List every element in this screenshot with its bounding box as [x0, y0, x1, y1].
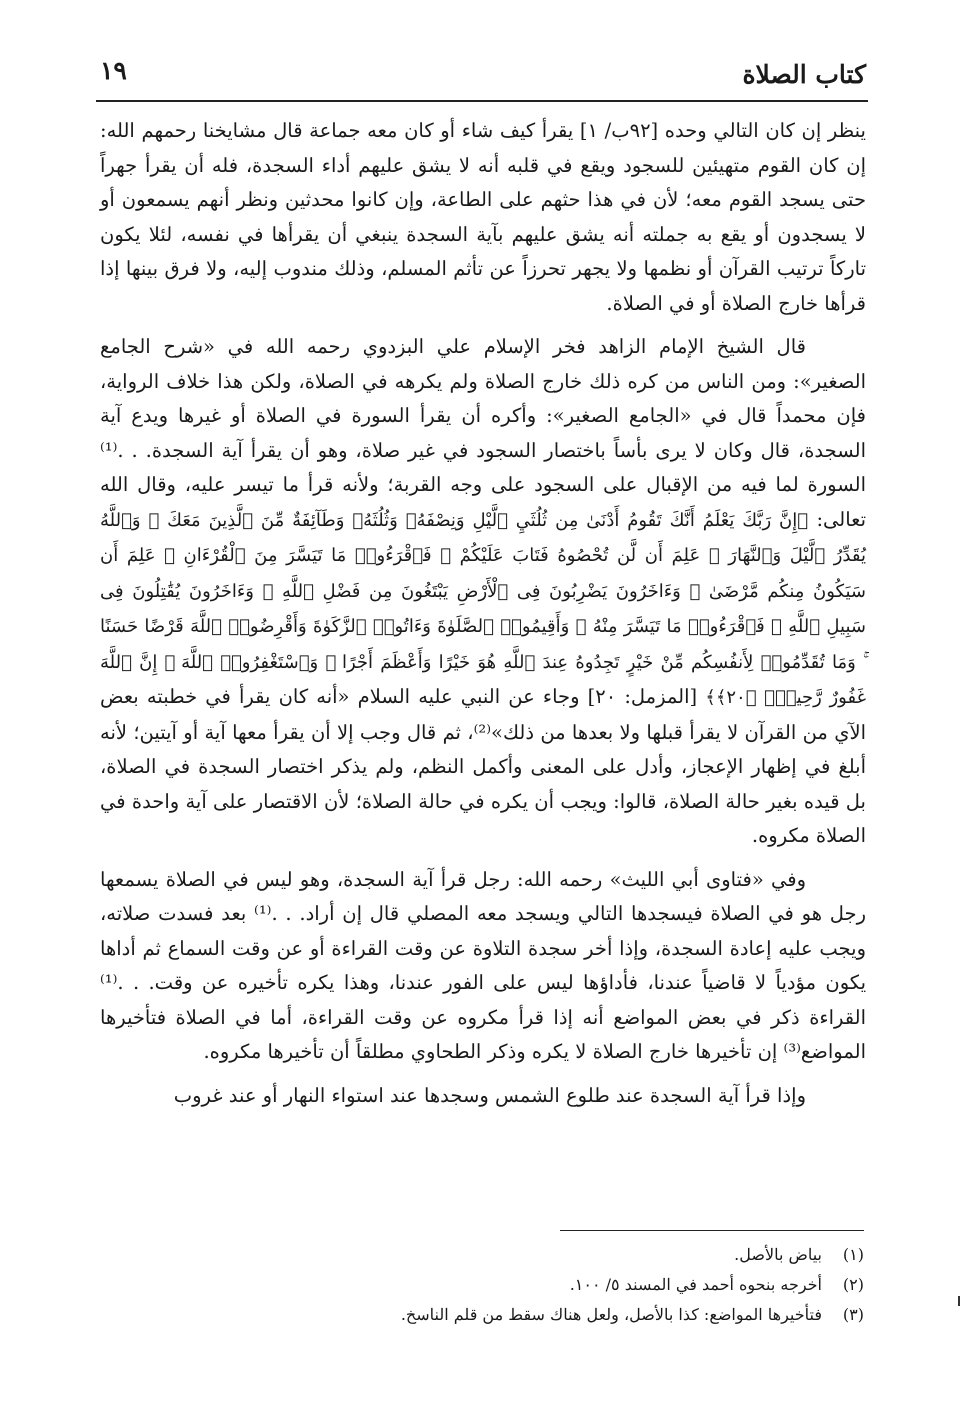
- footnote-text: بياض بالأصل.: [734, 1245, 822, 1264]
- paragraph-3: وفي «فتاوى أبي الليث» رحمه الله: رجل قرأ آية السجدة، وهو ليس في الصلاة يسمعها رجل هو في الصلاة فيسجدها التالي ويسجد معه المصلي قال إن أراد. . .⁽¹⁾ بعد فسدت صلاته، ويجب عليه إعادة السجدة، وإذا أخر سجدة التلاوة عن وقت القراءة أو عن وقت السماع ثم أداها يكون مؤدياً لا قاضياً عندنا، فأداؤها ليس على الفور عندنا، وهذا يكره تأخيره عن وقت. . .⁽¹⁾ القراءة ذكر في بعض المواضع أنه إذا قرأ مكروه عن وقت القراءة، أما في الصلاة فتأخيرها المواضع⁽³⁾ إن تأخيرها خارج الصلاة لا يكره وذكر الطحاوي مطلقاً أن تأخيرها مكروه.: [100, 867, 866, 1063]
- footnote-number: (١): [842, 1245, 864, 1264]
- footnote-number: (٣): [842, 1305, 864, 1324]
- footnote-divider: [560, 1230, 864, 1231]
- footnote-number: (٢): [842, 1275, 864, 1294]
- footnote-2: [300, 1270, 864, 1300]
- header-divider: [96, 100, 868, 102]
- running-title: كتاب الصلاة: [742, 60, 866, 89]
- footnotes: [300, 1240, 864, 1330]
- paragraph-2-text: قال الشيخ الإمام الزاهد فخر الإسلام علي البزدوي رحمه الله في «شرح الجامع الصغير»: ومن الناس من كره ذلك خارج الصلاة ولم يكرهه في الصلاة، ولكن هذا خلاف الرواية، فإن محمداً قال في «الجامع الصغير»: وأكره أن يقرأ السورة في الصلاة أو غيرها ويدع آية السجدة، قال وكان لا يرى بأساً باختصار السجود في غير صلاة، وهو أن يقرأ آية السجدة. . .⁽¹⁾ السورة لما فيه من الإقبال على السجود على وجه القربة؛ ولأنه قرأ ما تيسر عليه، وقال الله تعالى:: [100, 335, 866, 531]
- paragraph-2: [100, 330, 866, 854]
- paragraph-2-continuation: [المزمل: ٢٠] وجاء عن النبي عليه السلام «أنه كان يقرأ في خطبته بعض الآي من القرآن لا يقرأ قبلها ولا بعدها من ذلك»⁽²⁾، ثم قال وجب إلا أن يقرأ معها آية أو آيتين؛ لأنه أبلغ في إظهار الإعجاز، وأدل على المعنى وأكمل النظم، ولم يذكر اختصار السجدة في الصلاة، بل قيده بغير حالة الصلاة، قالوا: ويجب أن يكره في حالة الصلاة؛ لأن الاقتصار على آية واحدة في الصلاة مكروه.: [100, 685, 866, 847]
- footnote-3: [300, 1300, 864, 1330]
- paragraph-4: وإذا قرأ آية السجدة عند طلوع الشمس وسجدها عند استواء النهار أو عند غروب: [173, 1083, 806, 1107]
- footnote-text: فتأخيرها المواضع: كذا بالأصل، ولعل هناك سقط من قلم الناسخ.: [400, 1305, 822, 1324]
- footnote-1: [300, 1240, 864, 1270]
- margin-mark: [958, 1296, 960, 1306]
- page-header: [100, 52, 866, 98]
- quran-verse: ﴿إِنَّ رَبَّكَ يَعْلَمُ أَنَّكَ تَقُومُ أَدْنَىٰ مِن ثُلُثَيِ ٱلَّيْلِ وَنِصْفَهُۥ وَثُلُثَهُۥ وَطَآئِفَةٌ مِّنَ ٱلَّذِينَ مَعَكَ ۚ وَٱللَّهُ يُقَدِّرُ ٱلَّيْلَ وَٱلنَّهَارَ ۚ عَلِمَ أَن لَّن تُحْصُوهُ فَتَابَ عَلَيْكُمْ ۖ فَٱقْرَءُوا۟ مَا تَيَسَّرَ مِنَ ٱلْقُرْءَانِ ۚ عَلِمَ أَن سَيَكُونُ مِنكُم مَّرْضَىٰ ۙ وَءَاخَرُونَ يَضْرِبُونَ فِى ٱلْأَرْضِ يَبْتَغُونَ مِن فَضْلِ ٱللَّهِ ۙ وَءَاخَرُونَ يُقَٰتِلُونَ فِى سَبِيلِ ٱللَّهِ ۖ فَٱقْرَءُوا۟ مَا تَيَسَّرَ مِنْهُ ۚ وَأَقِيمُوا۟ ٱلصَّلَوٰةَ وَءَاتُوا۟ ٱلزَّكَوٰةَ وَأَقْرِضُوا۟ ٱللَّهَ قَرْضًا حَسَنًا ۚ وَمَا تُقَدِّمُوا۟ لِأَنفُسِكُم مِّنْ خَيْرٍ تَجِدُوهُ عِندَ ٱللَّهِ هُوَ خَيْرًا وَأَعْظَمَ أَجْرًا ۚ وَٱسْتَغْفِرُوا۟ ٱللَّهَ ۖ إِنَّ ٱللَّهَ غَفُورٌ رَّحِيمٌۢ ﴿٢٠﴾﴾: [100, 509, 866, 708]
- page-number: ١٩: [100, 56, 127, 85]
- paragraph-1: ينظر إن كان التالي وحده [٩٢ب/ ١] يقرأ كيف شاء أو كان معه جماعة قال مشايخنا رحمهم الله: إن كان القوم متهيئين للسجود ويقع في قلبه أنه لا يشق عليهم أداء السجدة، فله أن يقرأ جهراً حتى يسجد القوم معه؛ لأن في هذا حثهم على الطاعة، وإن كانوا محدثين ونظر أنهم يسمعون أو لا يسجدون أو يقع به جملته أنه يشق عليهم بآية السجدة ينبغي أن يقرأها في نفسه، لئلا يكون تاركاً ترتيب القرآن أو نظمها ولا يجهر تحرزاً عن تأثم المسلم، وذلك مندوب إليه، ولا فرق بينها إذا قرأها خارج الصلاة أو في الصلاة.: [100, 119, 867, 315]
- main-text: [100, 114, 866, 1113]
- footnote-text: أخرجه بنحوه أحمد في المسند ٥/ ١٠٠.: [569, 1275, 822, 1294]
